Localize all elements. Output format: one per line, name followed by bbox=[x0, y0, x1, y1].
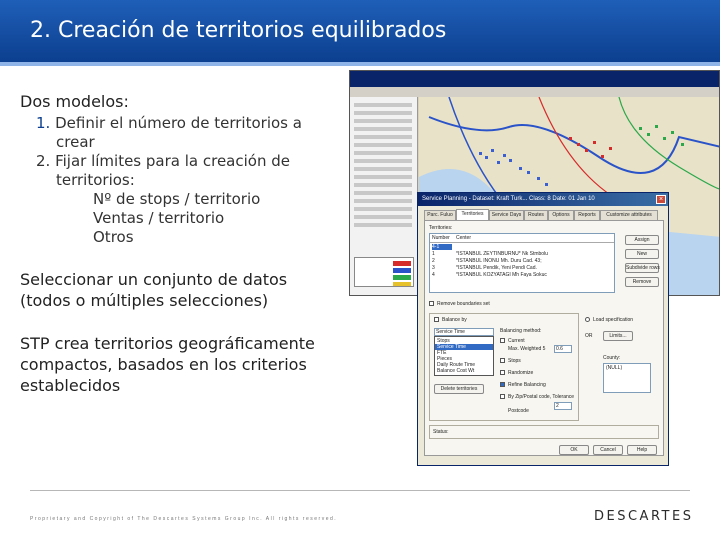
row-center: *ISTANBUL KOZYATAGI Mh Faya Sokuc bbox=[456, 272, 547, 278]
app-titlebar bbox=[350, 71, 719, 87]
sub-item-other: Otros bbox=[93, 228, 134, 246]
slide-title: 2. Creación de territorios equilibrados bbox=[30, 18, 447, 43]
app-toolbar bbox=[350, 87, 719, 97]
row-number: 3 bbox=[432, 265, 435, 271]
remove-button[interactable]: Remove bbox=[625, 277, 659, 287]
cancel-button[interactable]: Cancel bbox=[593, 445, 623, 455]
balancing-method-label: Balancing method: bbox=[500, 328, 542, 334]
option-item[interactable]: Pieces bbox=[437, 356, 453, 362]
remove-boundaries-checkbox[interactable] bbox=[429, 301, 434, 306]
current-checkbox[interactable] bbox=[500, 338, 505, 343]
sub-item-sales: Ventas / territorio bbox=[93, 209, 225, 227]
row-center: *ISTANBUL INONU Mh. Duru Cad. 43; bbox=[456, 258, 542, 264]
county-label: County: bbox=[603, 355, 621, 361]
status-group bbox=[429, 425, 659, 439]
stops-checkbox[interactable] bbox=[500, 358, 505, 363]
item1-line2: crear bbox=[56, 133, 95, 151]
col-center-header: Center bbox=[456, 235, 472, 241]
table-row[interactable] bbox=[432, 251, 548, 257]
tab-customize-attributes[interactable]: Customize attributes bbox=[600, 210, 658, 220]
table-row[interactable]: 4-1 bbox=[432, 244, 452, 250]
title-accent-line bbox=[0, 62, 720, 66]
territories-label: Territories: bbox=[429, 225, 453, 231]
help-button[interactable]: Help bbox=[627, 445, 657, 455]
stops-label: Stops bbox=[508, 358, 521, 364]
randomize-checkbox[interactable] bbox=[500, 370, 505, 375]
max-weighted-input[interactable]: 0.6 bbox=[554, 345, 572, 353]
balance-checkbox[interactable] bbox=[434, 317, 439, 322]
footer-copyright: Proprietary and Copyright of The Descartes Systems Group Inc. All rights reserved. bbox=[30, 516, 338, 522]
tab-routes[interactable]: Routes bbox=[524, 210, 548, 220]
territories-panel bbox=[424, 220, 664, 456]
balance-by-select[interactable]: Service Time bbox=[434, 328, 494, 336]
county-value: (NULL) bbox=[606, 365, 623, 371]
max-weighted-label: Max. Weighted 5 bbox=[508, 346, 546, 352]
ok-button[interactable]: OK bbox=[559, 445, 589, 455]
limits-button[interactable]: Limits... bbox=[603, 331, 633, 341]
assign-button[interactable]: Assign bbox=[625, 235, 659, 245]
remove-boundaries-label: Remove boundaries set bbox=[437, 301, 490, 307]
postcode-label: Postcode bbox=[508, 408, 529, 414]
para2-line2: compactos, basados en los criterios bbox=[20, 355, 307, 374]
service-planning-dialog bbox=[417, 192, 669, 466]
refine-balancing-checkbox[interactable] bbox=[500, 382, 505, 387]
postal-checkbox[interactable] bbox=[500, 394, 505, 399]
subdivide-button[interactable]: Subdivide rows bbox=[626, 265, 660, 271]
option-item[interactable]: Balance Cost Wt bbox=[437, 368, 475, 374]
para2-line1: STP crea territorios geográficamente bbox=[20, 334, 315, 353]
row-number: 4 bbox=[432, 272, 435, 278]
tab-territories[interactable]: Territories bbox=[456, 209, 489, 220]
load-spec-radio[interactable] bbox=[585, 317, 590, 322]
tolerance-input[interactable]: 2 bbox=[554, 402, 572, 410]
tab-reports[interactable]: Reports bbox=[574, 210, 600, 220]
county-list[interactable] bbox=[603, 363, 651, 393]
delete-territories-button[interactable]: Delete territories bbox=[434, 384, 484, 394]
table-row[interactable] bbox=[432, 265, 537, 271]
para1-line1: Seleccionar un conjunto de datos bbox=[20, 270, 288, 289]
option-item[interactable]: FTE bbox=[437, 350, 447, 356]
table-row[interactable] bbox=[432, 258, 542, 264]
item1-line1 bbox=[36, 114, 302, 132]
row-center: *ISTANBUL ZEYTINBURNU* Nk Stmbolu bbox=[456, 251, 548, 257]
tab-options[interactable]: Options bbox=[548, 210, 574, 220]
balance-label: Balance by bbox=[442, 317, 467, 323]
descartes-logo: DESCARTES bbox=[594, 509, 694, 524]
postal-label: By Zip/Postal code, Tolerance bbox=[508, 394, 575, 400]
map-legend bbox=[354, 257, 414, 287]
refine-balancing-label: Refine Balancing bbox=[508, 382, 546, 388]
balance-group bbox=[429, 313, 579, 421]
dialog-titlebar: Service Planning - Dataset: Kraft Turk... Class: 8 Date: 01 Jan 10 bbox=[418, 193, 668, 206]
app-side-panel bbox=[350, 97, 418, 296]
or-label: OR bbox=[585, 333, 593, 339]
tab-service-days[interactable]: Service Days bbox=[489, 210, 524, 220]
heading-models: Dos modelos: bbox=[20, 92, 129, 111]
para2-line3: establecidos bbox=[20, 376, 121, 395]
sub-item-stops: Nº de stops / territorio bbox=[93, 190, 261, 208]
tab-parc-fuluo[interactable]: Parc. Fuluo bbox=[424, 210, 456, 220]
item1-text: Definir el número de territorios a bbox=[55, 114, 302, 132]
row-number: 2 bbox=[432, 258, 435, 264]
dialog-close-button[interactable]: × bbox=[656, 195, 666, 204]
row-number: 1 bbox=[432, 251, 435, 257]
territories-list[interactable] bbox=[429, 233, 615, 293]
item2-line2: territorios: bbox=[56, 171, 135, 189]
col-number-header: Number bbox=[432, 235, 450, 241]
status-label: Status: bbox=[433, 429, 449, 435]
para1-line2: (todos o múltiples selecciones) bbox=[20, 291, 269, 310]
item1-number: 1. bbox=[36, 114, 51, 132]
option-item[interactable]: Service Time bbox=[435, 344, 493, 350]
slide-title-bar bbox=[0, 0, 720, 62]
randomize-label: Randomize bbox=[508, 370, 534, 376]
option-item[interactable]: Stops bbox=[437, 338, 450, 344]
option-item[interactable]: Daily Route Time bbox=[437, 362, 476, 368]
balance-options-list[interactable] bbox=[434, 336, 494, 376]
footer-divider bbox=[30, 490, 690, 491]
current-label: Current bbox=[508, 338, 525, 344]
item2-line1: 2. Fijar límites para la creación de bbox=[36, 152, 290, 170]
new-button[interactable]: New bbox=[625, 249, 659, 259]
table-row[interactable] bbox=[432, 272, 547, 278]
row-center: *ISTANBUL Pendik, Yeni Pendi Cad. bbox=[456, 265, 537, 271]
load-spec-label: Load specification bbox=[593, 317, 634, 323]
